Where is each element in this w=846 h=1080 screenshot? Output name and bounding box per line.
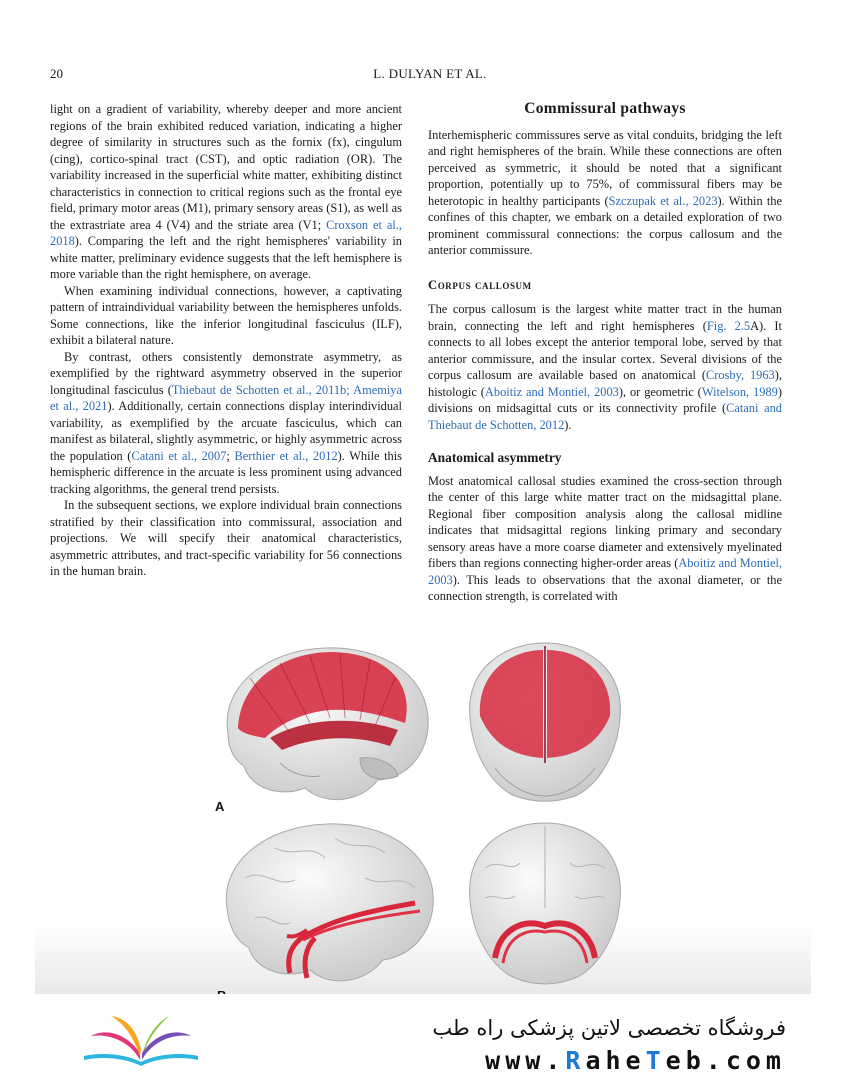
paragraph: Interhemispheric commissures serve as vital conduits, bridging the left and right hemispheres of the brain. While these connections are often perceived as symmetric, it should be noted that a significant proportion, potentially up to 75%, of commissural fibers may be heterotopic in healthy participants (Szczupak et al., 2023). Within the confines of this chapter, we embark on a detailed exploration of two prominent commissural connections: the corpus callosum and the anterior commissure. [428, 127, 782, 257]
paragraph: In the subsequent sections, we explore individual brain connections stratified by their classification into commissural, association and projections. We will specify their anatomical characteristics, asymmetric attributes, and tract-specific variability for 56 connections in the human brain. [50, 498, 402, 578]
citation-link[interactable]: Witelson, 1989 [701, 384, 778, 399]
paragraph: Most anatomical callosal studies examined the cross-section through the center of this large white matter tract on the midsagittal plane. Regional fiber composition analysis along the callosal midline indicates that midsagittal regions linking primary and secondary sensory areas have a more coarse diameter and extensively myelinated fibers than regions connecting higher-order areas (Aboitiz and Montiel, 2003). This leads to observations that the axonal diameter, or the connection strength, is correlated with [428, 473, 782, 603]
running-head: L. DULYAN ET AL. [373, 66, 487, 81]
page-header [50, 66, 810, 82]
citation-link[interactable]: Croxson et al., 2018 [50, 217, 402, 248]
subsubsection-title: Anatomical asymmetry [428, 450, 562, 465]
paragraph: The corpus callosum is the largest white matter tract in the human brain, connecting the left and right hemispheres (Fig. 2.5A). It connects to all lobes except the anterior temporal lobe, served by that anterior commissure, and the insular cortex. Several divisions of the corpus callosum are available based on anatomical (Crosby, 1963), histologic (Aboitiz and Montiel, 2003), or geometric (Witelson, 1989) divisions on midsagittal cuts or its connectivity profile (Catani and Thiebaut de Schotten, 2012). [428, 302, 782, 432]
shop-url-link[interactable]: www.RaheTeb.com [485, 1046, 786, 1075]
brain-lateral-corpus-callosum-image [210, 638, 440, 808]
brain-figure [35, 636, 811, 994]
right-column [428, 101, 782, 605]
page-number: 20 [50, 66, 63, 81]
book-logo-icon [76, 1008, 206, 1072]
brain-frontal-corpus-callosum-image [455, 638, 635, 808]
paragraph: light on a gradient of variability, whereby deeper and more ancient regions of the brain exhibited reduced variation, indicating a higher degree of similarity in structures such as the fornix (fx), cingulum (cing), cortico-spinal tract (CST), and optic radiation (OR). The variability increased in the superficial white matter, exhibiting distinct characteristics in connection to critical regions such as the frontal eye field, primary motor areas (M1), primary sensory areas (S1), as well as the extrastriate area 4 (V4) and the striate area (V1; Croxson et al., 2018). Comparing the left and the right hemispheres' variability in white matter, preliminary evidence suggests that the left hemisphere is more variable than the right hemisphere, on average. [50, 102, 402, 281]
left-column [50, 101, 402, 580]
paragraph: By contrast, others consistently demonstrate asymmetry, as exemplified by the rightward asymmetry observed in the superior longitudinal fasciculus (Thiebaut de Schotten et al., 2011b; Amemiya et al., 2021). Additionally, certain connections display interindividual variability, as exemplified by the arcuate fasciculus, which can manifest as bilateral, slightly asymmetric, or highly asymmetric across the population (Catani et al., 2007; Berthier et al., 2012). While this hemispheric difference in the arcuate is less prominent using advanced tracking algorithms, the general trend persists. [50, 349, 403, 496]
citation-link[interactable]: Berthier et al., 2012 [234, 448, 338, 463]
section-title: Commissural pathways [524, 100, 686, 117]
subsection-title: Corpus callosum [428, 277, 532, 292]
shop-name: فروشگاه تخصصی لاتین پزشکی راه طب [432, 1016, 786, 1040]
watermark-footer [0, 994, 846, 1080]
citation-link[interactable]: Aboitiz and Montiel, 2003 [428, 556, 782, 587]
citation-link[interactable]: Crosby, 1963 [705, 368, 775, 382]
brain-frontal-anterior-commissure-image [455, 818, 635, 994]
panel-label-a: A [215, 799, 225, 814]
citation-link[interactable]: Aboitiz and Montiel, 2003 [484, 384, 619, 399]
brain-lateral-anterior-commissure-image [215, 818, 445, 994]
citation-link[interactable]: Catani and Thiebaut de Schotten, 2012 [428, 401, 782, 432]
citation-link[interactable]: Szczupak et al., 2023 [608, 193, 718, 208]
figure-link[interactable]: Fig. 2.5 [706, 318, 751, 333]
paragraph: When examining individual connections, however, a captivating pattern of intraindividual variability between the hemispheres unfolds. Some connections, like the inferior longitudinal fasciculus (ILF), exhibit a bilateral nature. [50, 283, 402, 347]
citation-link[interactable]: Thiebaut de Schotten et al., 2011b; Amemiya et al., 2021 [50, 382, 402, 413]
citation-link[interactable]: Catani et al., 2007 [131, 448, 227, 463]
